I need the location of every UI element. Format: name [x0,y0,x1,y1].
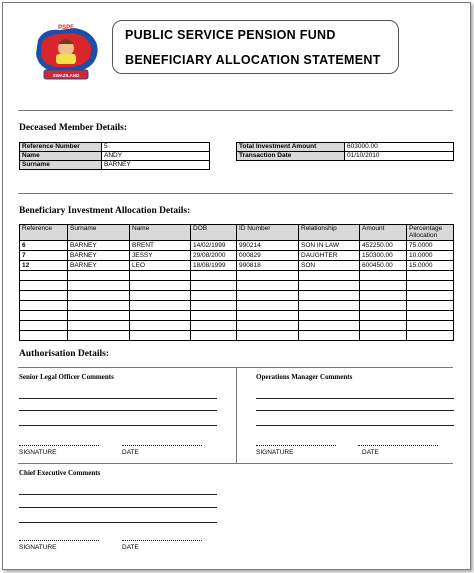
table-row: 7 BARNEY JESSY 29/08/2000 000829 DAUGHTER 150300.00 10.0000 [20,251,454,261]
divider [18,463,453,464]
divider [236,367,237,464]
pspf-logo [30,22,102,84]
date-field[interactable] [358,445,438,446]
comment-line[interactable] [19,522,217,523]
table-row: 6 BARNEY BRENT 14/02/1999 990214 SON IN LAW 452250.00 75.0000 [20,241,454,251]
chief-executive-comments-label: Chief Executive Comments [19,469,101,477]
table-row: Name ANDY [20,152,210,161]
table-row: Reference Number 5 [20,143,210,152]
table-row: Surname BARNEY [20,161,210,170]
beneficiary-heading: Beneficiary Investment Allocation Details: [19,206,191,216]
signature-field[interactable] [19,445,99,446]
comment-line[interactable] [256,425,454,426]
date-field[interactable] [122,540,202,541]
comment-line[interactable] [19,425,217,426]
beneficiary-table [19,224,454,341]
senior-legal-comments-label: Senior Legal Officer Comments [19,373,114,381]
signature-field[interactable] [256,445,336,446]
title-box [112,20,399,74]
comment-line[interactable] [19,398,217,399]
comment-line[interactable] [256,410,454,411]
divider [18,110,453,111]
table-row: Transaction Date 01/10/2010 [237,152,454,161]
table-row: Total Investment Amount 603000.00 [237,143,454,152]
date-field[interactable] [122,445,202,446]
deceased-right-table [236,142,454,161]
signature-label: SIGNATURE [19,449,57,456]
signature-label: SIGNATURE [256,449,294,456]
date-label: DATE [122,544,139,551]
empty-table-row [20,301,454,311]
empty-table-row [20,281,454,291]
deceased-left-table [19,142,210,170]
authorisation-heading: Authorisation Details: [19,349,109,359]
date-label: DATE [122,449,139,456]
table-header-row: Reference Surname Name DOB ID Number Relationship Amount Percentage Allocation [20,225,454,241]
empty-table-row [20,311,454,321]
fund-title: PUBLIC SERVICE PENSION FUND [125,28,336,42]
comment-line[interactable] [19,410,217,411]
svg-text:SWAZILAND: SWAZILAND [52,73,80,78]
empty-table-row [20,271,454,281]
deceased-heading: Deceased Member Details: [19,123,127,133]
signature-label: SIGNATURE [19,544,57,551]
comment-line[interactable] [19,494,217,495]
empty-table-row [20,291,454,301]
divider [18,193,453,194]
svg-text:PSPF: PSPF [58,25,74,31]
date-label: DATE [362,449,379,456]
operations-manager-comments-label: Operations Manager Comments [256,373,353,381]
empty-table-row [20,331,454,341]
comment-line[interactable] [256,398,454,399]
signature-field[interactable] [19,540,99,541]
table-row: 12 BARNEY LEO 18/08/1999 990818 SON 600450.00 15.0000 [20,261,454,271]
statement-title: BENEFICIARY ALLOCATION STATEMENT [125,53,381,67]
empty-table-row [20,321,454,331]
comment-line[interactable] [19,507,217,508]
